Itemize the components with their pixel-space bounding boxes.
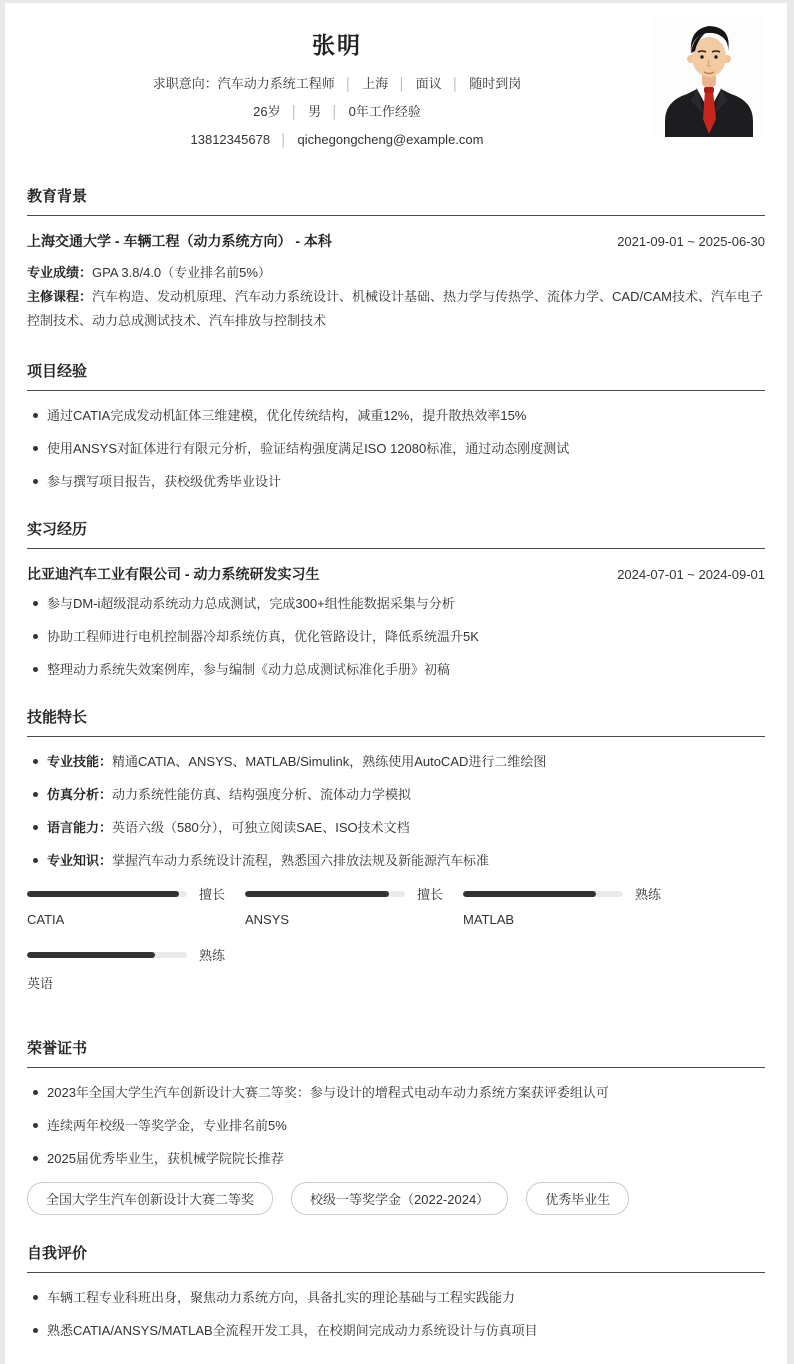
header-text-block bbox=[27, 17, 647, 158]
section-projects bbox=[27, 360, 765, 491]
skill-bar-matlab bbox=[463, 884, 681, 927]
projects-bullet-list bbox=[27, 406, 765, 491]
skill-label: 专业技能： bbox=[47, 754, 113, 769]
honor-tag: 优秀毕业生 bbox=[526, 1182, 629, 1215]
self-evaluation-bullet-list bbox=[27, 1288, 765, 1340]
section-title-skills: 技能特长 bbox=[27, 706, 765, 737]
skill-text: 掌握汽车动力系统设计流程，熟悉国六排放法规及新能源汽车标准 bbox=[112, 853, 490, 868]
skill-level-label: 熟练 bbox=[635, 887, 662, 902]
skill-bar-row bbox=[27, 945, 245, 964]
skill-level-label: 擅长 bbox=[199, 887, 226, 902]
skill-bar-english bbox=[27, 945, 245, 992]
section-honors bbox=[27, 1037, 765, 1215]
bullet-item: 连续两年校级一等奖学金，专业排名前5% bbox=[27, 1116, 765, 1135]
skill-bar-row bbox=[463, 884, 681, 903]
skill-bar-catia bbox=[27, 884, 245, 927]
skill-bar-fill bbox=[27, 952, 155, 958]
company-and-role: 比亚迪汽车工业有限公司 - 动力系统研发实习生 bbox=[27, 566, 320, 582]
intent-city: 上海 bbox=[362, 76, 389, 91]
gender-text: 男 bbox=[308, 104, 322, 119]
basic-info-line bbox=[27, 102, 647, 122]
section-title-self-evaluation: 自我评价 bbox=[27, 1242, 765, 1273]
skill-label: 仿真分析： bbox=[47, 787, 113, 802]
skill-level-label: 擅长 bbox=[417, 887, 444, 902]
internship-bullet-list bbox=[27, 594, 765, 679]
gpa-value: GPA 3.8/4.0（专业排名前5%） bbox=[92, 265, 271, 280]
education-entry-header bbox=[27, 231, 765, 251]
skill-label: 语言能力： bbox=[47, 820, 113, 835]
gpa-line bbox=[27, 261, 765, 285]
courses-value: 汽车构造、发动机原理、汽车动力系统设计、机械设计基础、热力学与传热学、流体力学、CAD/CAM技术、汽车电子控制技术、动力总成测试技术、汽车排放与控制技术 bbox=[27, 289, 763, 328]
honor-tag: 校级一等奖学金（2022-2024） bbox=[291, 1182, 508, 1215]
section-title-honors: 荣誉证书 bbox=[27, 1037, 765, 1068]
gpa-label: 专业成绩： bbox=[27, 265, 93, 280]
separator-bar: │ bbox=[280, 133, 288, 147]
bullet-item: 整理动力系统失效案例库，参与编制《动力总成测试标准化手册》初稿 bbox=[27, 660, 765, 679]
skill-bar-track bbox=[27, 952, 187, 958]
skill-name-label: ANSYS bbox=[245, 912, 290, 927]
job-intent-line bbox=[27, 74, 647, 94]
bullet-item: 协助工程师进行电机控制器冷却系统仿真，优化管路设计，降低系统温升5K bbox=[27, 627, 765, 646]
experience-text: 0年工作经验 bbox=[348, 104, 421, 119]
intent-position: 汽车动力系统工程师 bbox=[217, 76, 335, 91]
section-internship bbox=[27, 518, 765, 679]
candidate-photo bbox=[653, 17, 765, 137]
skill-bar-fill bbox=[245, 891, 389, 897]
skill-bar-row bbox=[245, 884, 463, 903]
skill-bar-row bbox=[27, 884, 245, 903]
candidate-name: 张明 bbox=[312, 32, 362, 58]
internship-date-range: 2024-07-01 ~ 2024-09-01 bbox=[617, 567, 765, 582]
separator-bar: │ bbox=[344, 77, 353, 91]
skill-bar-track bbox=[463, 891, 623, 897]
section-title-internship: 实习经历 bbox=[27, 518, 765, 549]
section-skills bbox=[27, 706, 765, 1010]
portrait-illustration bbox=[653, 17, 765, 137]
section-title-projects: 项目经验 bbox=[27, 360, 765, 391]
bullet-item bbox=[27, 752, 765, 771]
skill-bar-track bbox=[245, 891, 405, 897]
phone-number: 13812345678 bbox=[190, 132, 271, 147]
resume-page bbox=[5, 3, 787, 1364]
bullet-item bbox=[27, 785, 765, 804]
resume-header bbox=[27, 17, 765, 158]
courses-line bbox=[27, 285, 765, 333]
skills-bullet-list bbox=[27, 752, 765, 870]
skill-bar-fill bbox=[27, 891, 179, 897]
skill-label: 专业知识： bbox=[47, 853, 113, 868]
skill-level-label: 熟练 bbox=[199, 948, 226, 963]
intent-availability: 随时到岗 bbox=[469, 76, 522, 91]
school-and-major: 上海交通大学 - 车辆工程（动力系统方向） - 本科 bbox=[27, 233, 332, 249]
job-intent-label: 求职意向： bbox=[152, 76, 218, 91]
skill-bar-track bbox=[27, 891, 187, 897]
skill-name-label: MATLAB bbox=[463, 912, 515, 927]
separator-bar: │ bbox=[451, 77, 460, 91]
bullet-item: 参与DM-i超级混动系统动力总成测试，完成300+组性能数据采集与分析 bbox=[27, 594, 765, 613]
bullet-item bbox=[27, 818, 765, 837]
skill-text: 英语六级（580分），可独立阅读SAE、ISO技术文档 bbox=[112, 820, 410, 835]
honor-tags-row bbox=[27, 1182, 765, 1215]
honors-bullet-list bbox=[27, 1083, 765, 1168]
bullet-item: 熟悉CATIA/ANSYS/MATLAB全流程开发工具，在校期间完成动力系统设计与仿真项目 bbox=[27, 1321, 765, 1340]
education-date-range: 2021-09-01 ~ 2025-06-30 bbox=[617, 234, 765, 249]
honor-tag: 全国大学生汽车创新设计大赛二等奖 bbox=[27, 1182, 273, 1215]
bullet-item: 使用ANSYS对缸体进行有限元分析，验证结构强度满足ISO 12080标准，通过动态刚度测试 bbox=[27, 439, 765, 458]
age-text: 26岁 bbox=[253, 104, 281, 119]
internship-entry-header bbox=[27, 564, 765, 584]
skill-bar-ansys bbox=[245, 884, 463, 927]
bullet-item: 2023年全国大学生汽车创新设计大赛二等奖：参与设计的增程式电动车动力系统方案获评委组认可 bbox=[27, 1083, 765, 1102]
skill-text: 动力系统性能仿真、结构强度分析、流体动力学模拟 bbox=[112, 787, 412, 802]
section-title-education: 教育背景 bbox=[27, 185, 765, 216]
separator-bar: │ bbox=[398, 77, 406, 91]
bullet-item: 通过CATIA完成发动机缸体三维建模，优化传统结构，减重12%，提升散热效率15% bbox=[27, 406, 765, 425]
skill-bar-fill bbox=[463, 891, 596, 897]
skill-bars-grid bbox=[27, 884, 765, 1010]
bullet-item: 参与撰写项目报告，获校级优秀毕业设计 bbox=[27, 472, 765, 491]
courses-label: 主修课程： bbox=[27, 289, 93, 304]
bullet-item: 车辆工程专业科班出身，聚焦动力系统方向，具备扎实的理论基础与工程实践能力 bbox=[27, 1288, 765, 1307]
skill-text: 精通CATIA、ANSYS、MATLAB/Simulink，熟练使用AutoCAD进行二维绘图 bbox=[112, 754, 547, 769]
intent-salary: 面议 bbox=[415, 76, 442, 91]
skill-name-label: 英语 bbox=[27, 976, 54, 991]
section-self-evaluation bbox=[27, 1242, 765, 1340]
section-education bbox=[27, 185, 765, 333]
skill-name-label: CATIA bbox=[27, 912, 65, 927]
separator-bar: │ bbox=[290, 105, 299, 119]
separator-bar: │ bbox=[331, 105, 339, 119]
contact-line bbox=[27, 130, 647, 150]
email-address: qichegongcheng@example.com bbox=[297, 132, 484, 147]
bullet-item bbox=[27, 851, 765, 870]
bullet-item: 2025届优秀毕业生，获机械学院院长推荐 bbox=[27, 1149, 765, 1168]
